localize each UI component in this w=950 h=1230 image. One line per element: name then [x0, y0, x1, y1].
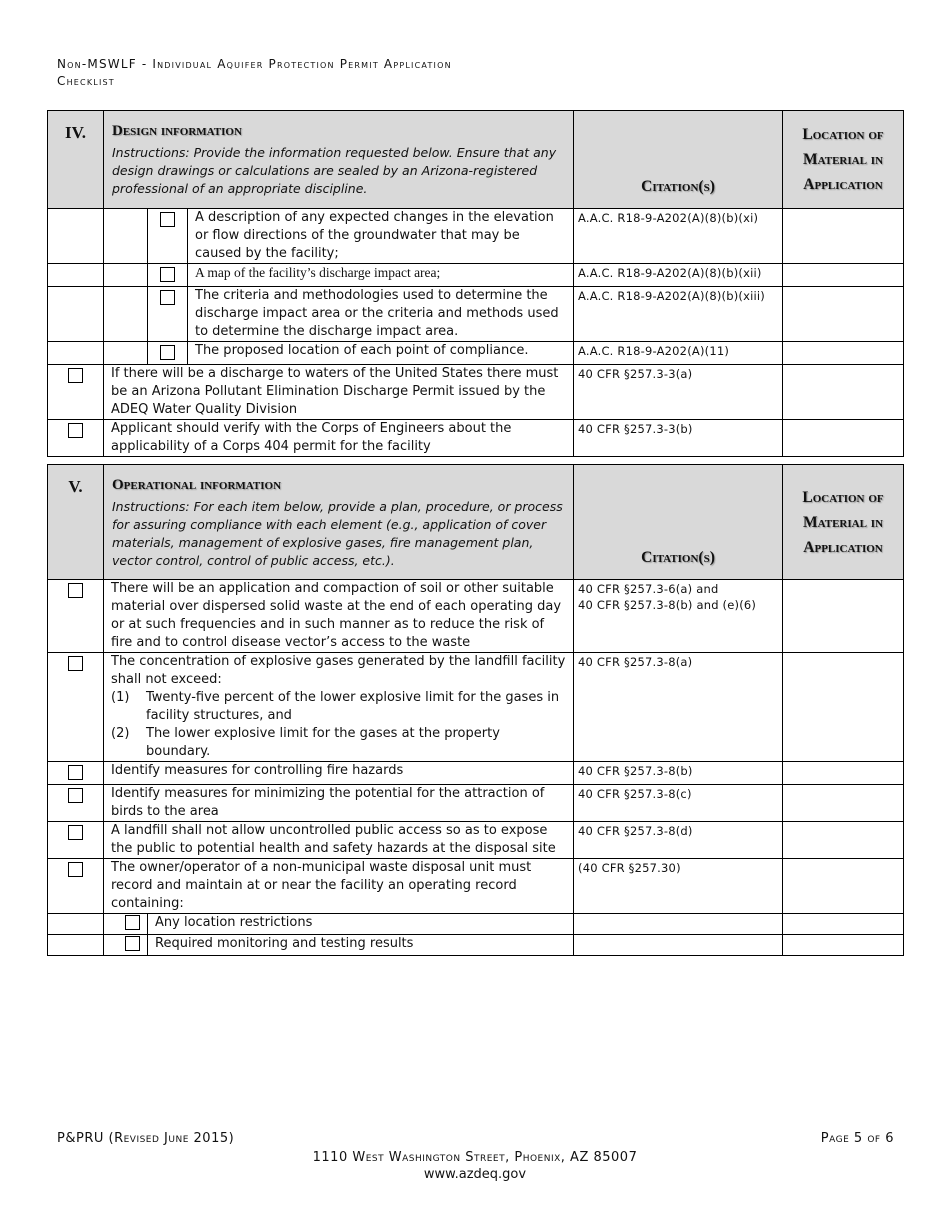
checkbox[interactable]	[125, 936, 140, 951]
checkbox[interactable]	[68, 862, 83, 877]
location-input[interactable]	[783, 914, 904, 935]
item-text: A description of any expected changes in the elevation or flow directions of the groundwater that may be caused by the facility;	[188, 209, 574, 264]
table-row	[48, 580, 904, 653]
location-header: Location of Material in Application	[783, 465, 904, 580]
table-row	[48, 785, 904, 822]
table-row	[48, 859, 904, 914]
checkbox[interactable]	[125, 915, 140, 930]
location-input[interactable]	[783, 822, 904, 859]
header-subtitle: Checklist	[57, 74, 115, 88]
checkbox[interactable]	[68, 423, 83, 438]
list-text: The lower explosive limit for the gases at the property boundary.	[146, 726, 500, 759]
item-text: If there will be a discharge to waters of the United States there must be an Arizona Pollutant Elimination Discharge Permit issued by the ADEQ Water Quality Division	[104, 365, 574, 420]
page-header	[57, 56, 452, 90]
item-text: Any location restrictions	[148, 914, 574, 935]
footer-revision: P&PRU (Revised June 2015)	[57, 1131, 235, 1146]
citation: A.A.C. R18-9-A202(A)(8)(b)(xi)	[574, 209, 783, 264]
location-input[interactable]	[783, 342, 904, 365]
footer-address: 1110 West Washington Street, Phoenix, AZ 85007	[312, 1150, 638, 1165]
location-input[interactable]	[783, 264, 904, 287]
table-row	[48, 420, 904, 457]
checkbox[interactable]	[68, 583, 83, 598]
table-row	[48, 822, 904, 859]
citation-header: Citation(s)	[574, 111, 783, 209]
item-text: Applicant should verify with the Corps of Engineers about the applicability of a Corps 404 permit for the facility	[104, 420, 574, 457]
citation: A.A.C. R18-9-A202(A)(8)(b)(xii)	[574, 264, 783, 287]
citation-header: Citation(s)	[574, 465, 783, 580]
list-text: Twenty-five percent of the lower explosive limit for the gases in facility structures, and	[146, 690, 560, 723]
checkbox[interactable]	[160, 267, 175, 282]
checkbox[interactable]	[68, 825, 83, 840]
item-text: The proposed location of each point of compliance.	[188, 342, 574, 365]
location-input[interactable]	[783, 209, 904, 264]
citation: 40 CFR §257.3-8(b)	[574, 762, 783, 785]
table-row	[48, 365, 904, 420]
table-row	[48, 209, 904, 264]
location-input[interactable]	[783, 287, 904, 342]
location-input[interactable]	[783, 580, 904, 653]
table-row	[48, 935, 904, 956]
design-information-table	[47, 110, 904, 457]
table-row	[48, 342, 904, 365]
item-text: A landfill shall not allow uncontrolled public access so as to expose the public to potential health and safety hazards at the disposal site	[104, 822, 574, 859]
citation: (40 CFR §257.30)	[574, 859, 783, 914]
section-number: IV.	[48, 111, 104, 209]
footer-page-number: Page 5 of 6	[820, 1131, 894, 1146]
list-item	[111, 689, 566, 725]
table-row	[48, 653, 904, 762]
location-input[interactable]	[783, 785, 904, 822]
citation: 40 CFR §257.3-8(d)	[574, 822, 783, 859]
citation: 40 CFR §257.3-8(a)	[574, 653, 783, 762]
citation: A.A.C. R18-9-A202(A)(11)	[574, 342, 783, 365]
item-text: Identify measures for controlling fire hazards	[104, 762, 574, 785]
operational-information-table	[47, 464, 904, 956]
item-text: Identify measures for minimizing the potential for the attraction of birds to the area	[104, 785, 574, 822]
citation: 40 CFR §257.3-6(a) and	[578, 582, 719, 596]
location-input[interactable]	[783, 653, 904, 762]
header-title: Non-MSWLF - Individual Aquifer Protection Permit Application	[57, 57, 452, 71]
checkbox[interactable]	[160, 290, 175, 305]
table-row	[48, 762, 904, 785]
checkbox[interactable]	[68, 765, 83, 780]
table-row	[48, 914, 904, 935]
location-input[interactable]	[783, 420, 904, 457]
checkbox[interactable]	[68, 788, 83, 803]
list-number: (1)	[111, 690, 130, 705]
location-header: Location of Material in Application	[783, 111, 904, 209]
footer-website[interactable]: www.azdeq.gov	[423, 1167, 527, 1182]
checkbox[interactable]	[68, 368, 83, 383]
item-text: The concentration of explosive gases generated by the landfill facility shall not exceed:	[111, 654, 566, 687]
table-row	[48, 287, 904, 342]
citation: 40 CFR §257.3-3(b)	[574, 420, 783, 457]
citation: A.A.C. R18-9-A202(A)(8)(b)(xiii)	[574, 287, 783, 342]
checkbox[interactable]	[160, 345, 175, 360]
location-input[interactable]	[783, 859, 904, 914]
location-input[interactable]	[783, 935, 904, 956]
list-item	[111, 725, 566, 761]
citation: 40 CFR §257.3-8(c)	[574, 785, 783, 822]
section-instructions: Instructions: Provide the information requested below. Ensure that any design drawings or calculations are sealed by an Arizona-registered professional of an appropriate discipline.	[112, 145, 557, 196]
citation: 40 CFR §257.3-3(a)	[574, 365, 783, 420]
item-text: There will be an application and compaction of soil or other suitable material over dispersed solid waste at the end of each operating day or at such frequencies and in such manner as to reduce the risk of fire and to control disease vector’s access to the waste	[104, 580, 574, 653]
checkbox[interactable]	[160, 212, 175, 227]
citation: 40 CFR §257.3-8(b) and (e)(6)	[578, 598, 757, 612]
item-text: Required monitoring and testing results	[148, 935, 574, 956]
section-number: V.	[48, 465, 104, 580]
item-text: The owner/operator of a non-municipal waste disposal unit must record and maintain at or near the facility an operating record containing:	[104, 859, 574, 914]
section-instructions: Instructions: For each item below, provide a plan, procedure, or process for assuring compliance with each element (e.g., application of cover materials, management of explosive gases, fire management plan, vector control, control of public access, etc.).	[112, 499, 563, 568]
item-text: The criteria and methodologies used to determine the discharge impact area or the criteria and methods used to determine the discharge impact area.	[188, 287, 574, 342]
checkbox[interactable]	[68, 656, 83, 671]
section-title: Operational information	[112, 477, 282, 493]
table-row	[48, 264, 904, 287]
section-title: Design information	[112, 123, 242, 139]
location-input[interactable]	[783, 762, 904, 785]
item-text: A map of the facility’s discharge impact area;	[188, 264, 574, 287]
list-number: (2)	[111, 726, 130, 741]
location-input[interactable]	[783, 365, 904, 420]
